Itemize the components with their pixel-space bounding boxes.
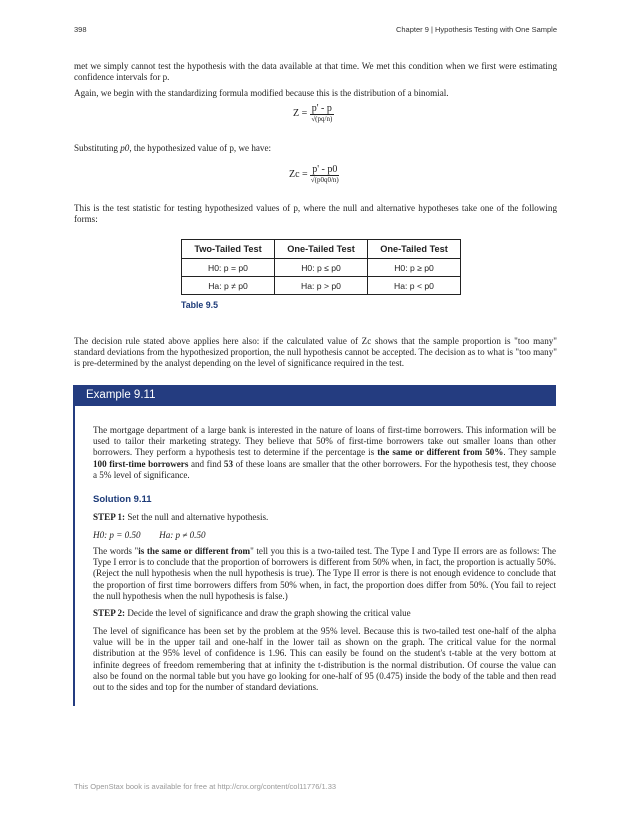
hypothesis-table (181, 239, 461, 295)
null-hypothesis-row (182, 259, 461, 277)
step-2: STEP 2: Decide the level of significance and draw the graph showing the critical value (93, 608, 411, 618)
table-caption: Table 9.5 (181, 300, 218, 310)
decision-rule-paragraph: The decision rule stated above applies here also: if the calculated value of Zc shows that the sample proportion is "too many" standard deviations from the hypothesized proportion, the null hypothesis cannot be accepted. The decision as to what is "too many" is pre-determined by the analyst depending on the level of significance required in the test. (74, 336, 557, 369)
significance-paragraph: The level of significance has been set by the problem at the 95% level. Because this is two-tailed test one-half of the alpha value will be in the upper tail and one-half in the lower tail as shown on the graph. The critical value for the normal distribution at the 95% level of confidence is 1.96. This can easily be found on the student's t-table at the very bottom at infinite degrees of freedom remembering that at infinity the t-distribution is the normal distribution. Of course the value can also be found on the normal table but you have go looking for one-half of 95 (0.475) inside the body of the table and then read out to the sides and top for the number of standard deviations. (93, 626, 556, 693)
test-statistic-paragraph: This is the test statistic for testing hypothesized values of p, where the null and alternative hypotheses take one of the following forms: (74, 203, 557, 225)
table-cell: H0: p ≥ p0 (368, 259, 461, 277)
substituting-paragraph: Substituting p0, the hypothesized value of p, we have: (74, 143, 272, 153)
intro-paragraph-2: Again, we begin with the standardizing formula modified because this is the distribution of a binomial. (74, 88, 449, 98)
example-title-bar: Example 9.11 (73, 385, 556, 406)
table-cell: H0: p ≤ p0 (275, 259, 368, 277)
solution-title: Solution 9.11 (93, 494, 152, 505)
chapter-title: Chapter 9 | Hypothesis Testing with One Sample (395, 25, 557, 34)
null-hypothesis: H0: p = 0.50 (93, 530, 141, 540)
table-cell: Ha: p < p0 (368, 277, 461, 295)
page-number: 398 (74, 25, 87, 34)
formula-zc-denominator: √(p0q0/n) (310, 176, 339, 184)
type-errors-paragraph: The words "is the same or different from" tell you this is a two-tailed test. The Type I and Type II errors are as follows: The Type I error is to conclude that the proportion of borrowers is different from 50% when, in fact, the proportion is actually 50%. (Reject the null hypothesis when the null hypothesis is true). The Type II error is there is not enough evidence to conclude that the proportion of first time borrowers differs from 50% when, in fact, the proportion does differ from 50%. (You fail to reject the null hypothesis when the null hypothesis is false.) (93, 546, 556, 601)
table-cell: Ha: p ≠ p0 (182, 277, 275, 295)
table-cell: H0: p = p0 (182, 259, 275, 277)
table-cell: Ha: p > p0 (275, 277, 368, 295)
alternative-hypothesis: Ha: p ≠ 0.50 (159, 530, 206, 540)
formula-zc: Zc = $\frac{p' - p0}{√(p0q0/n)}$ (289, 164, 339, 184)
header-one-tailed-right: One-Tailed Test (275, 240, 368, 259)
example-problem: The mortgage department of a large bank is interested in the nature of loans of first-time borrowers. This information will be used to tailor their marketing strategy. They believe that 50% of first-time borrowers take out smaller loans than other borrowers. They perform a hypothesis test to determine if the percentage is the same or different from 50%. They sample 100 first-time borrowers and find 53 of these loans are smaller that the other borrowers. For the hypothesis test, they choose a 5% level of significance. (93, 425, 556, 480)
header-two-tailed: Two-Tailed Test (182, 240, 275, 259)
example-left-rule (73, 406, 75, 706)
formula-z-denominator: √(pq/n) (311, 115, 333, 123)
alternative-hypothesis-row (182, 277, 461, 295)
step-1: STEP 1: Set the null and alternative hypothesis. (93, 512, 269, 522)
intro-paragraph-1: met we simply cannot test the hypothesis with the data available at that time. We met this condition when we first were estimating confidence intervals for p. (74, 61, 557, 83)
formula-z: Z = $\frac{p' - p}{√(pq/n)}$ (293, 103, 333, 123)
formula-z-numerator: p' - p (311, 103, 332, 114)
header-one-tailed-left: One-Tailed Test (368, 240, 461, 259)
footer-note: This OpenStax book is available for free at http://cnx.org/content/col11776/1.33 (74, 782, 337, 791)
formula-zc-numerator: p' - p0 (312, 164, 338, 175)
hypotheses-line (93, 530, 556, 541)
